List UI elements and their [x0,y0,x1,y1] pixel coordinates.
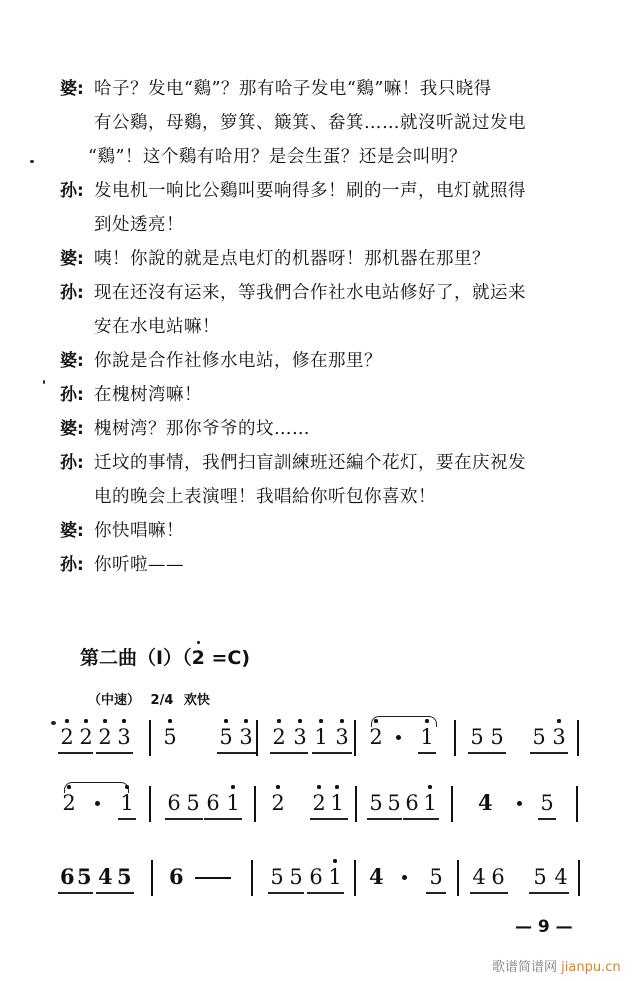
beam [529,892,569,894]
extension-dash [195,877,231,879]
score-row-2 [58,782,598,822]
note: 5 [117,864,132,889]
dialogue-line [60,480,620,514]
dialogue-line [60,242,620,276]
note: 1 [120,791,134,815]
beam [96,892,134,894]
dialogue-line [60,514,620,548]
speech-text: 到处透亮！ [94,215,184,235]
note: 5 [163,725,177,749]
note: 4 [478,790,493,815]
beam [403,818,439,820]
bar-line [457,860,459,896]
speech-text: 槐树湾？那你爷爷的坟…… [94,419,310,439]
tempo-label: （中速） [88,693,141,708]
speaker-label: 婆: [60,419,84,439]
speech-text: 咦！你說的就是点电灯的机器呀！那机器在那里？ [94,249,490,269]
note: 5 [540,791,554,815]
beam [310,818,348,820]
augmentation-dot [517,801,522,806]
key-paren: （ [182,647,192,669]
beam [307,892,344,894]
song-title [80,643,250,670]
beam [470,892,508,894]
speech-text: 迁坟的事情，我們扫盲訓練班还編个花灯，要在庆祝发 [94,453,526,473]
dialogue-line [60,140,620,174]
watermark [492,956,621,975]
bar-line [355,786,357,822]
key-note-digit: 2 [191,647,205,669]
note: 6 [167,791,181,815]
dialogue-line [60,106,620,140]
beam [418,752,436,754]
speech-text: 电的晚会上表演哩！我唱給你听包你喜欢！ [94,487,436,507]
bar-line [149,786,151,822]
tempo-line [88,689,210,708]
bar-line [254,786,256,822]
bar-line [578,860,580,896]
note: 5 [289,865,303,889]
beam [270,752,308,754]
speech-text: 发电机一响比公鷄叫要响得多！刷的一声，电灯就照得 [94,181,526,201]
page-number: — 9 — [515,917,573,937]
watermark-cn: 歌谱简谱网 [492,960,558,975]
bar-line [151,860,153,896]
key-signature: =C) [204,647,251,669]
speech-text: 你快唱嘛！ [94,521,184,541]
note: 1 [420,725,434,749]
note: 3 [239,725,253,749]
note: 5 [387,791,401,815]
scan-speck [30,160,34,163]
note: 5 [533,865,547,889]
speech-text: “鷄”！这个鷄有哈用？是会生蛋？还是会叫明？ [88,147,467,167]
bar-line [576,786,578,822]
note: 3 [117,725,131,749]
note: 5 [219,725,233,749]
bar-line [451,786,453,822]
speech-text: 安在水电站嘛！ [94,317,220,337]
beam [204,818,242,820]
speaker-label: 婆: [60,249,84,269]
scan-speck [43,380,45,384]
dialogue-line [60,174,620,208]
note: 2 [62,791,76,815]
speaker-label: 婆: [60,521,84,541]
beam [530,752,568,754]
note: 5 [77,864,92,889]
score-row-3 [58,856,598,896]
dialogue-line [60,446,620,480]
note: 2 [271,791,285,815]
beam [217,752,257,754]
note: 2 [79,725,93,749]
bar-line [454,720,456,756]
speech-text: 现在还沒有运来，等我們合作社水电站修好了，就运来 [94,283,526,303]
dialogue-line [60,276,620,310]
watermark-en: jianpu.cn [557,960,621,975]
beam [268,892,304,894]
note: 2 [98,725,112,749]
note: 3 [335,725,349,749]
augmentation-dot [402,875,407,880]
augmentation-dot [396,735,401,740]
note: 5 [270,865,284,889]
beam [58,892,93,894]
note: 4 [98,864,113,889]
time-signature: 2/4 [150,693,174,708]
bar-line [577,720,579,756]
note: 4 [369,864,384,889]
beam [96,752,133,754]
note: 2 [369,725,383,749]
note: 5 [186,791,200,815]
speech-text: 你听啦—— [94,555,184,575]
speech-text: 你說是合作社修水电站，修在那里？ [94,351,382,371]
dialogue-line [60,548,620,582]
speech-text: 有公鷄，母鷄，箩箕、簸箕、畚箕……就沒听説过发电 [94,113,526,133]
note: 6 [491,865,505,889]
bar-line [354,860,356,896]
beam [367,818,402,820]
bar-line [149,720,151,756]
note: 5 [470,725,484,749]
dialogue-line [60,378,620,412]
augmentation-dot [95,801,100,806]
note: 4 [472,865,486,889]
dialogue-line [60,72,620,106]
note: 5 [532,725,546,749]
speaker-label: 孙: [60,555,84,575]
note: 2 [312,791,326,815]
beam [426,892,446,894]
dialogue-line [60,412,620,446]
speaker-label: 婆: [60,79,84,99]
note: 1 [330,791,344,815]
bar-line [251,860,253,896]
note: 5 [429,865,443,889]
note: 6 [169,864,184,889]
beam [538,818,556,820]
speaker-label: 孙: [60,283,84,303]
key-note [192,647,205,669]
speech-text: 哈子？发电“鷄”？那有哈子发电“鷄”嘛！我只晓得 [94,79,492,99]
speaker-label: 孙: [60,181,84,201]
note: 3 [293,725,307,749]
note: 6 [309,865,323,889]
speaker-label: 婆: [60,351,84,371]
bar-line [256,720,258,756]
note: 2 [272,725,286,749]
song-part: （Ⅰ） [137,647,183,669]
speaker-label: 孙: [60,385,84,405]
song-number: 第二曲 [80,647,138,669]
note: 6 [206,791,220,815]
note: 3 [552,725,566,749]
beam [118,818,136,820]
note: 4 [554,865,568,889]
dialogue-line [60,208,620,242]
beam [165,818,203,820]
speaker-label: 孙: [60,453,84,473]
note: 1 [423,791,437,815]
beam [58,752,93,754]
bar-line [354,720,356,756]
dialogue-line [60,310,620,344]
note: 6 [405,791,419,815]
score-row-1 [58,716,598,756]
dialogue-line [60,344,620,378]
note: 5 [490,725,504,749]
high-octave-dot [197,641,200,644]
note: 1 [314,725,328,749]
mood-label: 欢快 [183,693,210,708]
note: 1 [226,791,240,815]
speech-text: 在槐树湾嘛！ [94,385,202,405]
dialogue-section [60,72,620,582]
beam [468,752,506,754]
note: 6 [60,864,75,889]
note: 2 [60,725,74,749]
scan-speck [51,721,56,725]
note: 1 [328,865,342,889]
beam [312,752,352,754]
note: 5 [369,791,383,815]
